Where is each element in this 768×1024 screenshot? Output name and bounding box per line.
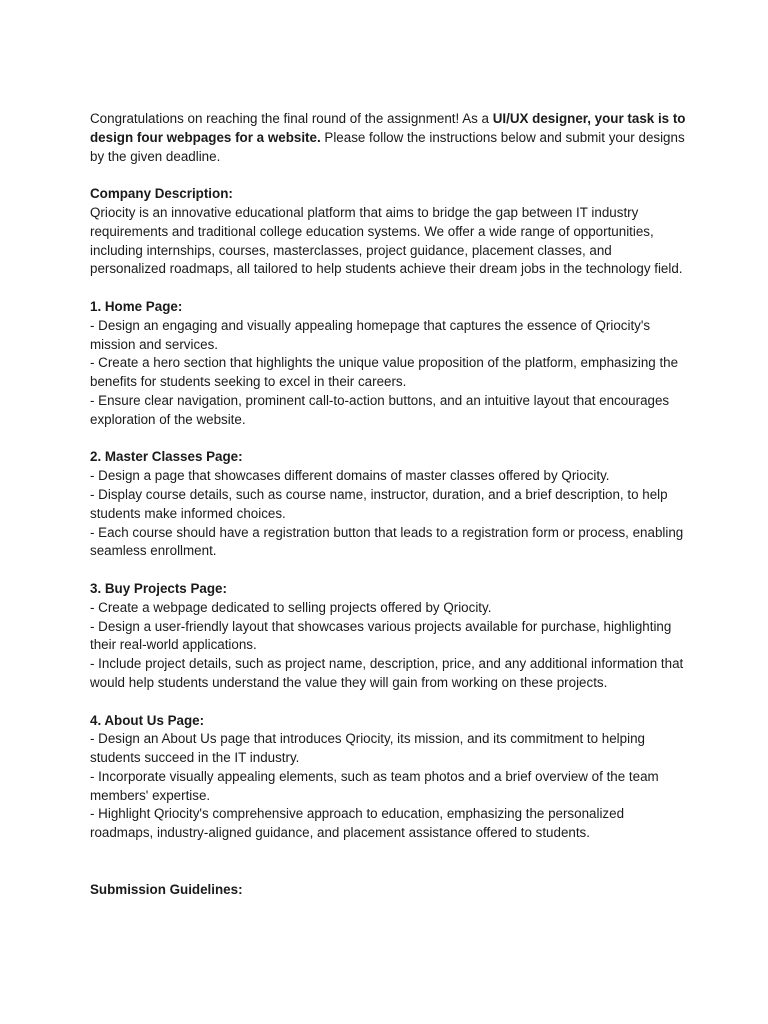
spacer: [90, 430, 686, 449]
section-about-us-page: [90, 712, 686, 844]
section-buy-projects-page: [90, 580, 686, 693]
spacer: [90, 166, 686, 185]
intro-text-start: Congratulations on reaching the final round of the assignment! As a: [90, 111, 493, 126]
section-heading: 3. Buy Projects Page:: [90, 580, 227, 596]
intro-text-end: Please follow the instructions below and submit your designs by the given deadline.: [90, 129, 685, 164]
bullet-item: - Design an About Us page that introduces Qriocity, its mission, and its commitment to helping students succeed in the IT industry.: [90, 731, 645, 766]
bullet-item: - Highlight Qriocity's comprehensive approach to education, emphasizing the personalized roadmaps, industry-aligned guidance, and placement assistance offered to students.: [90, 806, 625, 841]
bullet-item: - Include project details, such as project name, description, price, and any additional information that would help students understand the value they will gain from working on these projects.: [90, 656, 684, 690]
bullet-item: - Create a hero section that highlights the unique value proposition of the platform, emphasizing the benefits for students seeking to excel in their careers.: [90, 355, 679, 390]
intro-bold-text: UI/UX designer, your task is to design four webpages for a website.: [90, 111, 686, 145]
company-description-heading: Company Description:: [90, 186, 233, 202]
submission-guidelines-heading: Submission Guidelines:: [90, 881, 243, 897]
intro-paragraph: [90, 110, 686, 166]
spacer: [90, 561, 686, 580]
section-master-classes-page: [90, 448, 686, 561]
document-page: [90, 110, 686, 899]
bullet-item: - Design an engaging and visually appealing homepage that captures the essence of Qriocity's mission and services.: [90, 317, 651, 352]
section-heading: 2. Master Classes Page:: [90, 449, 243, 465]
section-heading: 1. Home Page:: [90, 298, 183, 314]
spacer: [90, 279, 686, 298]
bullet-item: - Design a page that showcases different domains of master classes offered by Qriocity.: [90, 468, 610, 484]
bullet-item: - Create a webpage dedicated to selling projects offered by Qriocity.: [90, 599, 492, 615]
spacer: [90, 843, 686, 881]
bullet-item: - Incorporate visually appealing elements, such as team photos and a brief overview of the team members' expertise.: [90, 768, 659, 803]
section-heading: 4. About Us Page:: [90, 712, 205, 728]
bullet-item: - Each course should have a registration button that leads to a registration form or process, enabling seamless enrollment.: [90, 524, 684, 559]
company-description-text: Qriocity is an innovative educational platform that aims to bridge the gap between IT industry requirements and traditional college education systems. We offer a wide range of opportunities, including internships, courses, masterclasses, project guidance, placement classes, and personalized roadmaps, all tailored to help students achieve their dream jobs in the technology field.: [90, 204, 683, 277]
spacer: [90, 693, 686, 712]
bullet-item: - Ensure clear navigation, prominent call-to-action buttons, and an intuitive layout that encourages exploration of the website.: [90, 392, 670, 427]
section-home-page: [90, 298, 686, 430]
bullet-item: - Design a user-friendly layout that showcases various projects available for purchase, highlighting their real-world applications.: [90, 618, 672, 653]
bullet-item: - Display course details, such as course name, instructor, duration, and a brief description, to help students make informed choices.: [90, 486, 668, 521]
